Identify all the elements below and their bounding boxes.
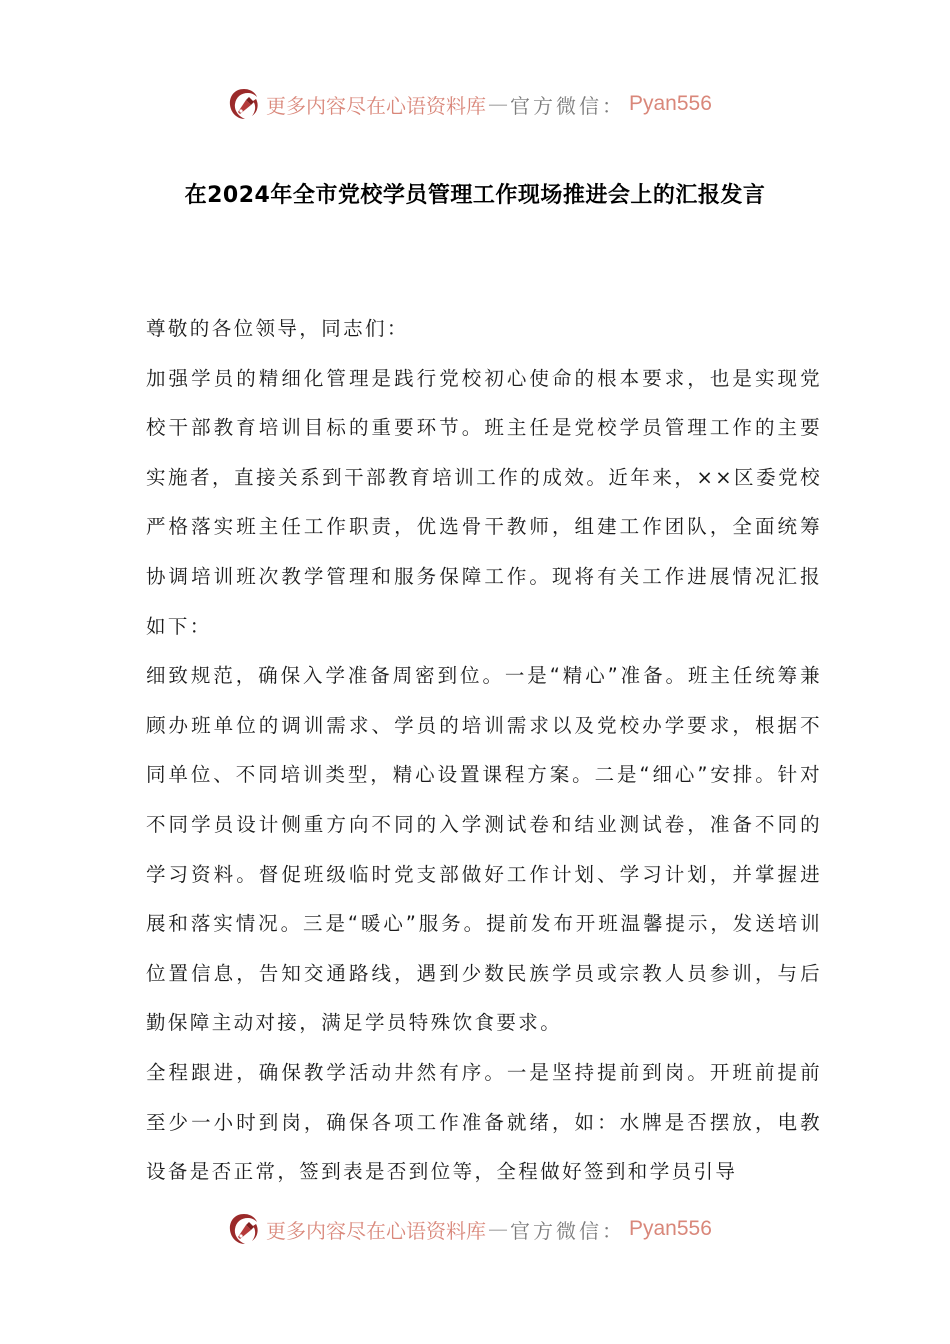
footer-watermark-banner [226, 1209, 726, 1249]
paragraph-teaching-followup: 全程跟进，确保教学活动井然有序。一是坚持提前到岗。开班前提前至少一小时到岗，确保各项工作准备就绪，如：水牌是否摆放，电教设备是否正常，签到表是否到位等，全程做好签到和学员引导 [146, 1060, 822, 1184]
header-watermark-banner [226, 84, 726, 124]
pen-nib-logo-icon [226, 86, 262, 122]
paragraph-intro: 加强学员的精细化管理是践行党校初心使命的根本要求，也是实现党校干部教育培训目标的重要环节。班主任是党校学员管理工作的主要实施者，直接关系到干部教育培训工作的成效。近年来，××区委党校严格落实班主任工作职责，优选骨干教师，组建工作团队，全面统筹协调培训班次教学管理和服务保障工作。现将有关工作进展情况汇报如下： [146, 366, 822, 638]
watermark-wechat-id: Pyan556 [629, 1217, 712, 1240]
document-title: 在2024年全市党校学员管理工作现场推进会上的汇报发言 [184, 183, 766, 208]
watermark-wechat-id: Pyan556 [629, 92, 712, 115]
watermark-wechat-label: 官方微信： [510, 1218, 625, 1243]
document-body [146, 304, 822, 1197]
watermark-dash: — [488, 1217, 508, 1241]
watermark-wechat-label: 官方微信： [510, 93, 625, 118]
pen-nib-logo-icon [226, 1211, 262, 1247]
paragraph-admission-preparation: 细致规范，确保入学准备周密到位。一是“精心”准备。班主任统筹兼顾办班单位的调训需求、学员的培训需求以及党校办学要求，根据不同单位、不同培训类型，精心设置课程方案。二是“细心”安排。针对不同学员设计侧重方向不同的入学测试卷和结业测试卷，准备不同的学习资料。督促班级临时党支部做好工作计划、学习计划，并掌握进展和落实情况。三是“暖心”服务。提前发布开班温馨提示，发送培训位置信息，告知交通路线，遇到少数民族学员或宗教人员参训，与后勤保障主动对接，满足学员特殊饮食要求。 [146, 664, 822, 1035]
watermark-brand-text: 更多内容尽在心语资料库 [266, 93, 486, 118]
watermark-brand-text: 更多内容尽在心语资料库 [266, 1218, 486, 1243]
salutation: 尊敬的各位领导，同志们： [146, 317, 409, 340]
watermark-dash: — [488, 92, 508, 116]
